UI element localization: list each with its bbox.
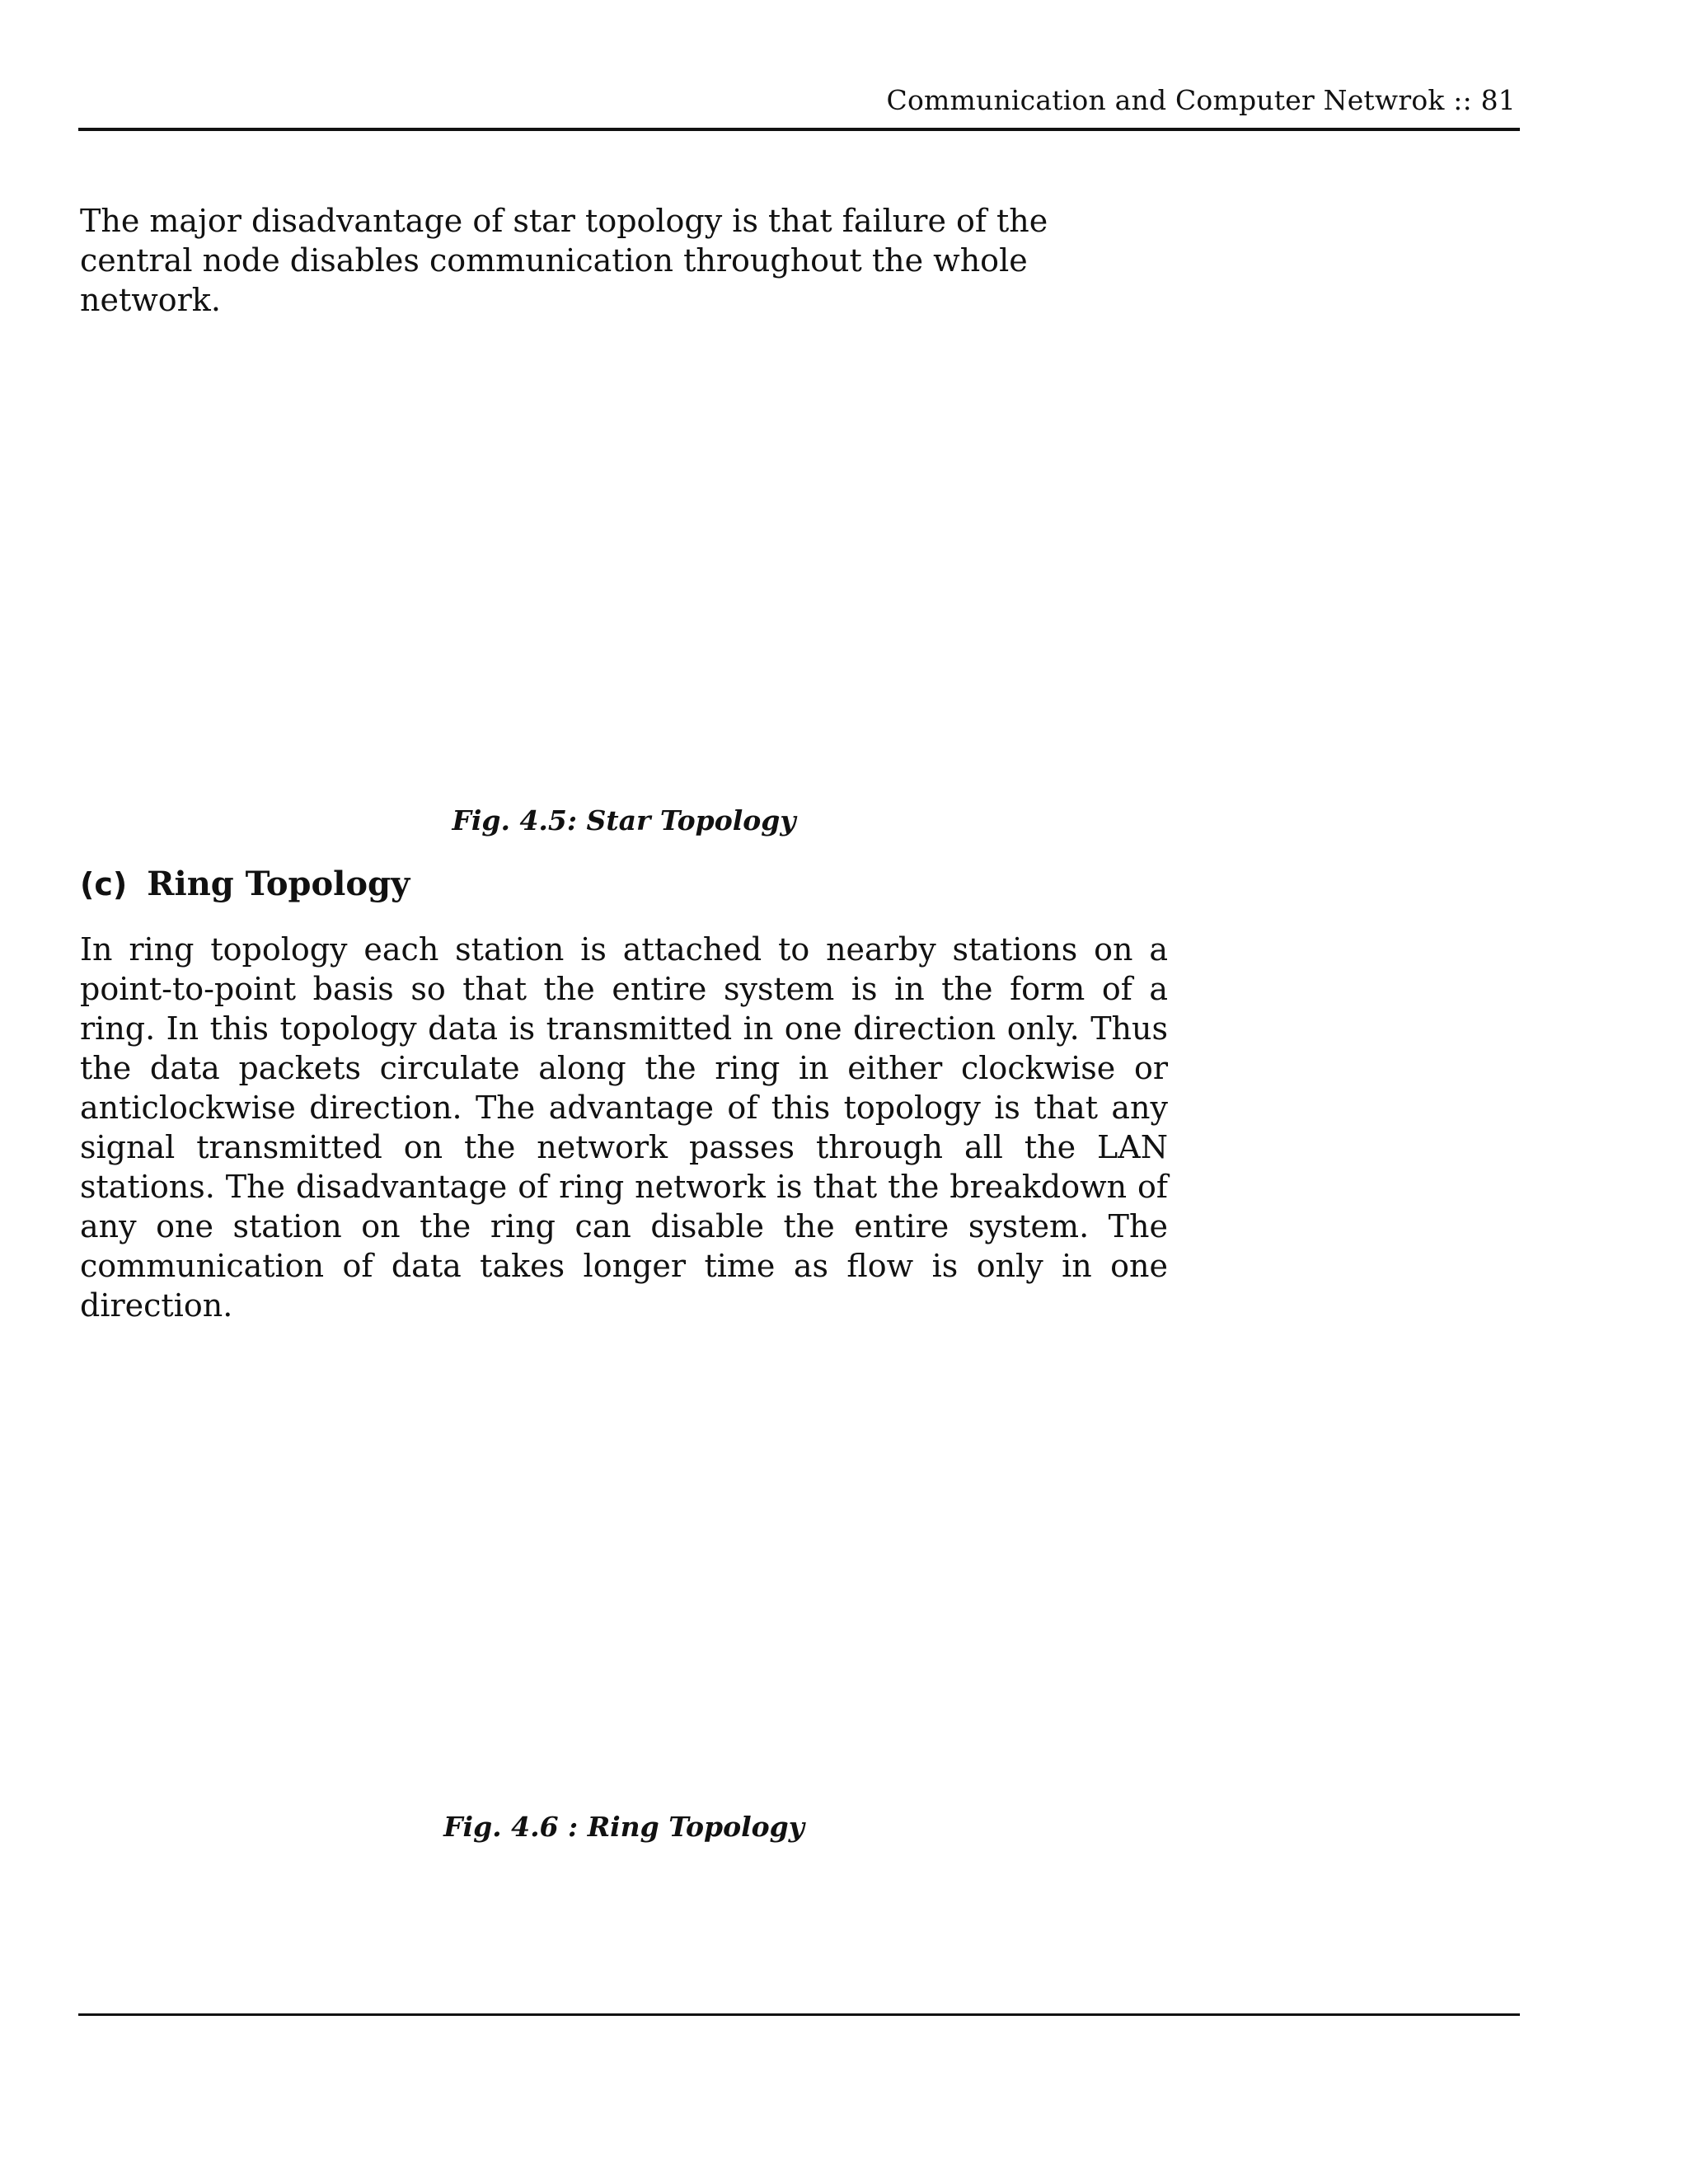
running-header: Communication and Computer Netwrok :: 81	[886, 84, 1516, 116]
figure-caption-ring: Fig. 4.6 : Ring Topology	[443, 1811, 804, 1843]
section-marker: (c)	[80, 866, 128, 902]
figure-caption-star: Fig. 4.5: Star Topology	[452, 804, 796, 837]
section-title: Ring Topology	[147, 865, 410, 903]
section-heading-ring	[80, 864, 410, 905]
footer-rule	[78, 2013, 1520, 2016]
figure-ring-topology-area	[80, 1302, 1168, 1797]
figure-star-topology-area	[80, 288, 1168, 783]
header-rule	[78, 128, 1520, 131]
paragraph-star-disadvantage: The major disadvantage of star topology is that failure of the central node disables communication throughout the whole network.	[80, 203, 1048, 318]
paragraph-ring-topology: In ring topology each station is attached to nearby stations on a point-to-point basis so that the entire system is in the form of a ring. In this topology data is transmitted in one direction only. Thus the data packets circulate along the ring in either clockwise or anticlockwise direction. The advantage of this topology is that any signal transmitted on the network passes through all the LAN stations. The disadvantage of ring network is that the breakdown of any one station on the ring can disable the entire system. The communication of data takes longer time as flow is only in one direction.	[80, 931, 1168, 1324]
